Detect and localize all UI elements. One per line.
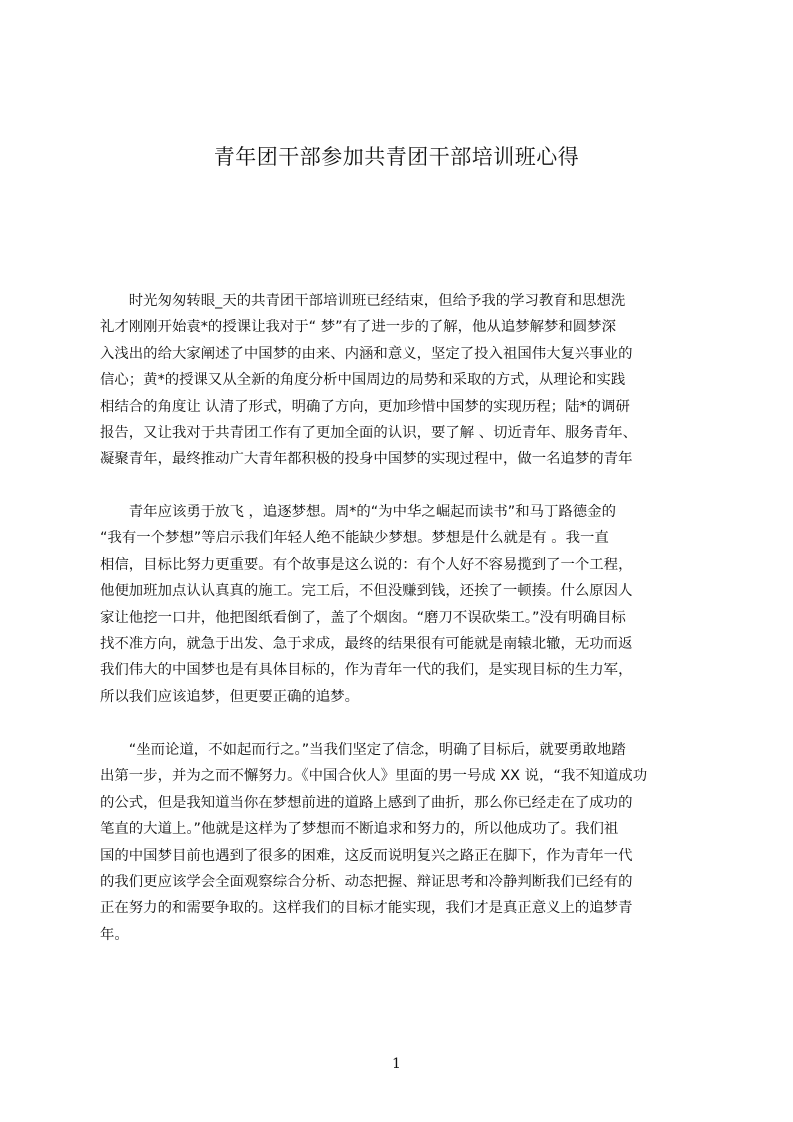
paragraph-line: 正在努力的和需要争取的。这样我们的目标才能实现，我们才是真正意义上的追梦青 [100, 900, 633, 917]
paragraph-line: “我有一个梦想”等启示我们年轻人绝不能缺少梦想。梦想是什么就是有 。我一直 [100, 530, 609, 547]
paragraph-line: 笔直的大道上。”他就是这样为了梦想而不断追求和努力的，所以他成功了。我们祖 [100, 821, 619, 838]
paragraph-line: 礼才刚刚开始袁*的授课让我对于“ 梦”有了进一步的了解，他从追梦解梦和圆梦深 [100, 319, 616, 336]
paragraph-line: 的公式，但是我知道当你在梦想前进的道路上感到了曲折，那么你已经走在了成功的 [100, 794, 633, 811]
paragraph-line: 家让他挖一口井，他把图纸看倒了，盖了个烟囱。“磨刀不误砍柴工。”没有明确目标 [100, 609, 626, 626]
document-title: 青年团干部参加共青团干部培训班心得 [213, 145, 580, 169]
paragraph-line: 报告，又让我对于共青团工作有了更加全面的认识，要了解 、切近青年、服务青年、 [100, 424, 638, 441]
paragraph-line: 相信，目标比努力更重要。有个故事是这么说的：有个人好不容易揽到了一个工程， [100, 556, 633, 573]
paragraph-line: 的我们更应该学会全面观察综合分析、动态把握、辩证思考和冷静判断我们已经有的 [100, 873, 633, 890]
paragraph-line: 信心；黄*的授课又从全新的角度分析中国周边的局势和采取的方式，从理论和实践 [100, 372, 626, 389]
paragraph-line: 国的中国梦目前也遇到了很多的困难，这反而说明复兴之路正在脚下，作为青年一代 [100, 847, 633, 864]
paragraph-line: 我们伟大的中国梦也是有具体目标的，作为青年一代的我们，是实现目标的生力军， [100, 662, 633, 679]
paragraph-line: 出第一步，并为之而不懈努力。《中国合伙人》里面的男一号成 XX 说，“我不知道成功 [100, 768, 648, 785]
paragraph-3 [100, 737, 702, 948]
paragraph-line: 时光匆匆转眼_天的共青团干部培训班已经结束，但给予我的学习教育和思想洗 [100, 293, 626, 309]
paragraph-line: “坐而论道，不如起而行之。”当我们坚定了信念，明确了目标后，就要勇敢地踏 [100, 742, 626, 758]
page-number: 1 [392, 1056, 401, 1072]
paragraph-2 [100, 499, 702, 710]
paragraph-line: 找不准方向，就急于出发、急于求成，最终的结果很有可能就是南辕北辙，无功而返 [100, 635, 633, 652]
paragraph-line: 他便加班加点认认真真的施工。完工后，不但没赚到钱，还挨了一顿揍。什么原因人 [100, 583, 633, 600]
paragraph-line: 所以我们应该追梦，但更要正确的追梦。 [100, 688, 360, 705]
paragraph-1 [100, 288, 702, 473]
paragraph-line: 年。 [100, 926, 129, 943]
paragraph-line: 凝聚青年，最终推动广大青年都积极的投身中国梦的实现过程中，做一名追梦的青年 [100, 451, 633, 468]
paragraph-line: 入浅出的给大家阐述了中国梦的由来、内涵和意义，坚定了投入祖国伟大复兴事业的 [100, 345, 633, 362]
paragraph-line: 相结合的角度让 认清了形式，明确了方向，更加珍惜中国梦的实现历程；陆*的调研 [100, 398, 630, 415]
paragraph-line: 青年应该勇于放飞 ，追逐梦想。周*的“为中华之崛起而读书”和马丁路德金的 [100, 504, 616, 520]
